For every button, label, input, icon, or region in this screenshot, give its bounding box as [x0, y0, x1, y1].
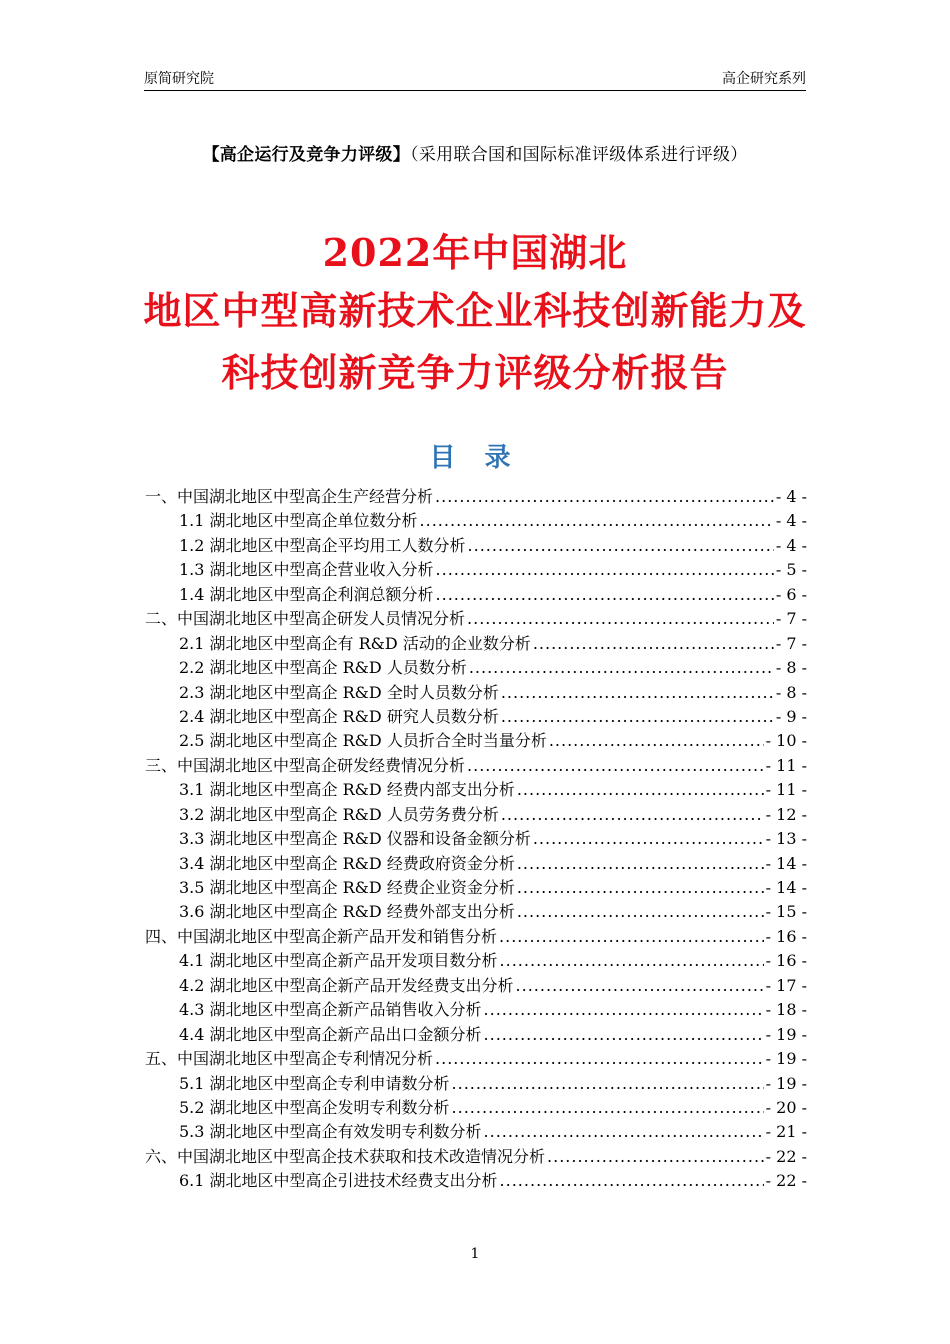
- toc-dot-leader: [517, 852, 764, 876]
- toc-entry-text: 2.1 湖北地区中型高企有 R&D 活动的企业数分析: [179, 633, 531, 653]
- toc-dot-leader: [484, 998, 764, 1022]
- toc-entry-page: - 9 -: [775, 706, 807, 726]
- toc-entry-text: 一、中国湖北地区中型高企生产经营分析: [145, 487, 434, 506]
- toc-entry-text: 5.3 湖北地区中型高企有效发明专利数分析: [179, 1122, 482, 1142]
- toc-dot-leader: [452, 1096, 764, 1120]
- toc-section-entry[interactable]: [145, 1145, 807, 1169]
- toc-entry-page: - 10 -: [765, 731, 807, 751]
- toc-entry-page: - 19 -: [765, 1024, 807, 1044]
- report-title-line-2: 地区中型高新技术企业科技创新能力及: [143, 288, 807, 333]
- toc-entry-page: - 21 -: [765, 1122, 807, 1142]
- toc-subsection-entry[interactable]: [145, 705, 807, 729]
- toc-entry-text: 3.3 湖北地区中型高企 R&D 仪器和设备金额分析: [179, 829, 531, 849]
- toc-entry-page: - 12 -: [765, 804, 807, 824]
- toc-subsection-entry[interactable]: [145, 558, 807, 582]
- toc-subsection-entry[interactable]: [145, 949, 807, 973]
- rating-statement: [0, 140, 950, 165]
- toc-dot-leader: [484, 1120, 764, 1144]
- page-number: 1: [470, 1246, 480, 1262]
- toc-dot-leader: [452, 1072, 764, 1096]
- toc-subsection-entry[interactable]: [145, 1096, 807, 1120]
- toc-entry-text: 1.4 湖北地区中型高企利润总额分析: [179, 584, 434, 604]
- toc-entry-page: - 19 -: [765, 1049, 807, 1069]
- toc-entry-page: - 11 -: [765, 755, 807, 775]
- page-header: [144, 66, 806, 91]
- report-title-line-3: 科技创新竞争力评级分析报告: [221, 350, 729, 395]
- toc-subsection-entry[interactable]: [145, 778, 807, 802]
- toc-dot-leader: [501, 705, 774, 729]
- toc-entry-text: 2.3 湖北地区中型高企 R&D 全时人员数分析: [179, 682, 499, 702]
- toc-dot-leader: [500, 1169, 764, 1193]
- toc-dot-leader: [517, 778, 764, 802]
- toc-entry-page: - 8 -: [775, 682, 807, 702]
- toc-subsection-entry[interactable]: [145, 534, 807, 558]
- toc-dot-leader: [501, 803, 764, 827]
- toc-dot-leader: [547, 1145, 764, 1169]
- toc-entry-page: - 14 -: [765, 878, 807, 897]
- toc-entry-page: - 4 -: [775, 535, 807, 555]
- toc-entry-page: - 16 -: [765, 926, 807, 946]
- toc-entry-page: - 17 -: [765, 975, 807, 995]
- toc-subsection-entry[interactable]: [145, 900, 807, 924]
- header-series: 高企研究系列: [722, 71, 806, 87]
- toc-subsection-entry[interactable]: [145, 803, 807, 827]
- report-title-line-1: 2022年中国湖北: [322, 230, 628, 275]
- toc-subsection-entry[interactable]: [145, 852, 807, 876]
- toc-subsection-entry[interactable]: [145, 632, 807, 656]
- toc-entry-text: 六、中国湖北地区中型高企技术获取和技术改造情况分析: [145, 1146, 546, 1166]
- toc-subsection-entry[interactable]: [145, 1120, 807, 1144]
- toc-entry-page: - 22 -: [765, 1171, 807, 1191]
- toc-entry-page: - 20 -: [765, 1097, 807, 1117]
- toc-subsection-entry[interactable]: [145, 583, 807, 607]
- toc-dot-leader: [517, 876, 764, 900]
- toc-section-entry[interactable]: [145, 754, 807, 778]
- toc-entry-page: - 16 -: [765, 951, 807, 971]
- toc-entry-page: - 4 -: [775, 487, 807, 506]
- toc-dot-leader: [420, 509, 774, 533]
- toc-entry-text: 4.3 湖北地区中型高企新产品销售收入分析: [179, 1000, 482, 1020]
- toc-dot-leader: [435, 1047, 764, 1071]
- toc-entry-text: 四、中国湖北地区中型高企新产品开发和销售分析: [145, 926, 498, 946]
- toc-dot-leader: [501, 681, 774, 705]
- toc-dot-leader: [467, 754, 764, 778]
- rating-label: 【高企运行及竞争力评级】: [202, 145, 411, 165]
- toc-entry-page: - 7 -: [775, 609, 807, 629]
- toc-entry-page: - 19 -: [765, 1073, 807, 1093]
- toc-entry-text: 1.1 湖北地区中型高企单位数分析: [179, 511, 418, 531]
- toc-subsection-entry[interactable]: [145, 876, 807, 900]
- toc-subsection-entry[interactable]: [145, 974, 807, 998]
- toc-entry-text: 1.2 湖北地区中型高企平均用工人数分析: [179, 535, 466, 555]
- toc-entry-page: - 14 -: [765, 853, 807, 873]
- toc-dot-leader: [516, 974, 764, 998]
- toc-dot-leader: [533, 632, 774, 656]
- toc-subsection-entry[interactable]: [145, 1023, 807, 1047]
- toc-entry-page: - 6 -: [775, 584, 807, 604]
- toc-section-entry[interactable]: [145, 1047, 807, 1071]
- toc-subsection-entry[interactable]: [145, 827, 807, 851]
- toc-subsection-entry[interactable]: [145, 729, 807, 753]
- toc-section-entry[interactable]: [145, 607, 807, 631]
- toc-entry-text: 3.2 湖北地区中型高企 R&D 人员劳务费分析: [179, 804, 499, 824]
- toc-entry-page: - 22 -: [765, 1146, 807, 1166]
- toc-dot-leader: [436, 558, 774, 582]
- toc-entry-text: 3.6 湖北地区中型高企 R&D 经费外部支出分析: [179, 902, 515, 922]
- toc-dot-leader: [469, 656, 774, 680]
- toc-subsection-entry[interactable]: [145, 681, 807, 705]
- toc-entry-text: 二、中国湖北地区中型高企研发人员情况分析: [145, 609, 466, 629]
- toc-entry-page: - 11 -: [765, 780, 807, 800]
- toc-heading: 目 录: [429, 443, 521, 473]
- toc-entry-page: - 5 -: [775, 560, 807, 580]
- toc-entry-text: 2.2 湖北地区中型高企 R&D 人员数分析: [179, 658, 467, 678]
- table-of-contents: [145, 485, 807, 1194]
- rating-method: （采用联合国和国际标准评级体系进行评级）: [410, 145, 748, 165]
- toc-entry-page: - 7 -: [775, 633, 807, 653]
- toc-entry-text: 2.4 湖北地区中型高企 R&D 研究人员数分析: [179, 706, 499, 726]
- toc-section-entry[interactable]: [145, 925, 807, 949]
- toc-entry-text: 6.1 湖北地区中型高企引进技术经费支出分析: [179, 1171, 498, 1191]
- toc-dot-leader: [533, 827, 764, 851]
- toc-entry-text: 2.5 湖北地区中型高企 R&D 人员折合全时当量分析: [179, 731, 547, 751]
- toc-dot-leader: [468, 534, 774, 558]
- toc-entry-page: - 18 -: [765, 1000, 807, 1020]
- toc-dot-leader: [499, 925, 764, 949]
- toc-subsection-entry[interactable]: [145, 509, 807, 533]
- toc-section-entry[interactable]: [145, 485, 807, 509]
- header-publisher: 原简研究院: [144, 71, 214, 87]
- toc-dot-leader: [500, 949, 764, 973]
- toc-entry-text: 5.2 湖北地区中型高企发明专利数分析: [179, 1097, 450, 1117]
- toc-entry-page: - 13 -: [765, 829, 807, 849]
- toc-dot-leader: [484, 1023, 764, 1047]
- toc-dot-leader: [436, 583, 774, 607]
- toc-dot-leader: [435, 485, 774, 509]
- toc-dot-leader: [549, 729, 764, 753]
- toc-entry-page: - 4 -: [775, 511, 807, 531]
- toc-entry-text: 五、中国湖北地区中型高企专利情况分析: [145, 1049, 434, 1069]
- toc-entry-text: 4.2 湖北地区中型高企新产品开发经费支出分析: [179, 975, 514, 995]
- toc-entry-text: 5.1 湖北地区中型高企专利申请数分析: [179, 1073, 450, 1093]
- toc-entry-page: - 8 -: [775, 658, 807, 678]
- toc-entry-text: 三、中国湖北地区中型高企研发经费情况分析: [145, 755, 466, 775]
- toc-entry-text: 3.5 湖北地区中型高企 R&D 经费企业资金分析: [179, 878, 515, 897]
- toc-subsection-entry[interactable]: [145, 998, 807, 1022]
- toc-entry-page: - 15 -: [765, 902, 807, 922]
- toc-subsection-entry[interactable]: [145, 1072, 807, 1096]
- toc-entry-text: 3.4 湖北地区中型高企 R&D 经费政府资金分析: [179, 853, 515, 873]
- toc-entry-text: 3.1 湖北地区中型高企 R&D 经费内部支出分析: [179, 780, 515, 800]
- toc-entry-text: 1.3 湖北地区中型高企营业收入分析: [179, 560, 434, 580]
- toc-entry-text: 4.1 湖北地区中型高企新产品开发项目数分析: [179, 951, 498, 971]
- toc-subsection-entry[interactable]: [145, 1169, 807, 1193]
- toc-dot-leader: [467, 607, 774, 631]
- toc-dot-leader: [517, 900, 764, 924]
- toc-entry-text: 4.4 湖北地区中型高企新产品出口金额分析: [179, 1024, 482, 1044]
- toc-subsection-entry[interactable]: [145, 656, 807, 680]
